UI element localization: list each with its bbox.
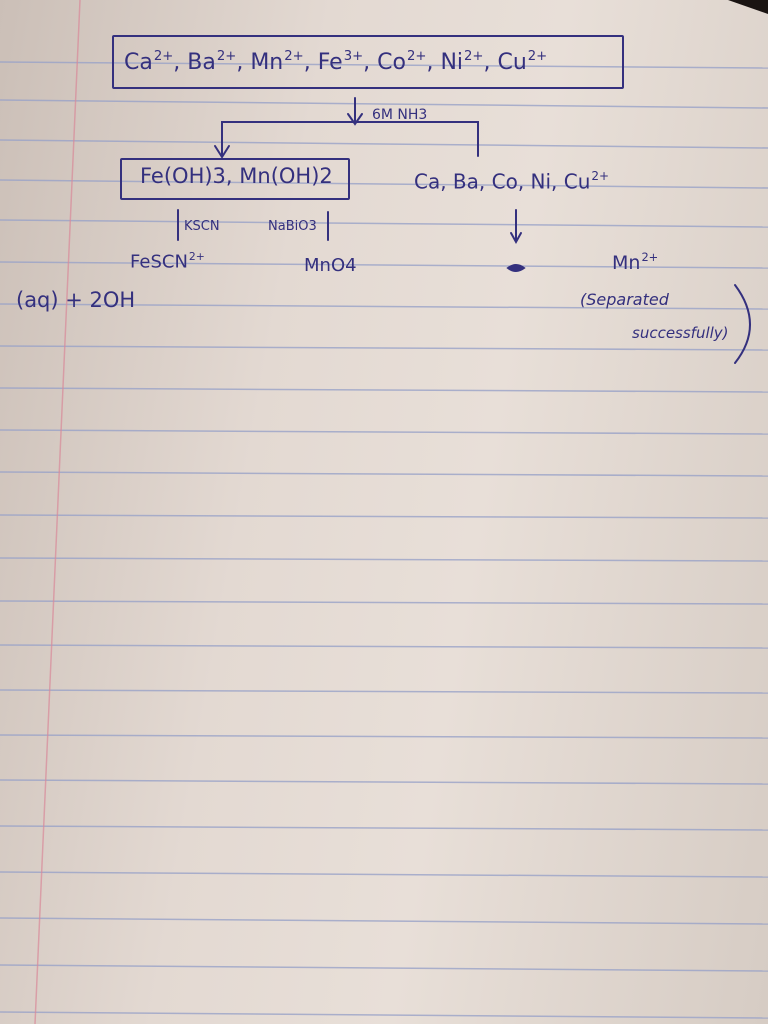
separated-note-line2: successfully) [632, 324, 729, 342]
nabio3-reagent: NaBiO3 [268, 219, 317, 234]
ion-fe: $Fe^{3+}$ [317, 49, 364, 76]
kscn-reagent: KSCN [184, 219, 220, 234]
ion-ba: $Ba^{2+}$ [187, 49, 237, 76]
precipitate-label: Fe(OH)3, Mn(OH)2 [140, 164, 333, 188]
ion-ni: $Ni^{2+}$ [440, 49, 484, 76]
ion-cu: $Cu^{2+}$ [497, 49, 548, 76]
mn-product: $Mn^{2+}$ [612, 250, 659, 274]
ion-ca: $Ca^{2+}$ [124, 49, 174, 76]
split-line [222, 122, 478, 156]
ion-mn: $Mn^{2+}$ [250, 49, 304, 76]
separated-note-line1: (Separated [580, 290, 669, 309]
page-corner-shadow [728, 0, 768, 14]
margin-line [35, 0, 80, 1024]
margin-note: (aq) + 2OH [16, 288, 136, 312]
ion-co: $Co^{2+}$ [377, 49, 427, 76]
ion-mixture-label: $Ca^{2+}$, $Ba^{2+}$, $Mn^{2+}$, $Fe^{3+}$, $Co^{2+}$, $Ni^{2+}$, $Cu^{2+}$ [124, 49, 548, 76]
mno4-product: MnO4 [304, 255, 357, 276]
scribble-mark [508, 265, 524, 271]
reagent-label: 6M NH3 [372, 107, 428, 123]
close-paren-curve [735, 285, 750, 363]
remaining-ions-label: Ca, Ba, Co, Ni, $Cu^{2+}$ [414, 169, 610, 194]
fescn-product: FeSCN$^{2+}$ [130, 250, 205, 273]
